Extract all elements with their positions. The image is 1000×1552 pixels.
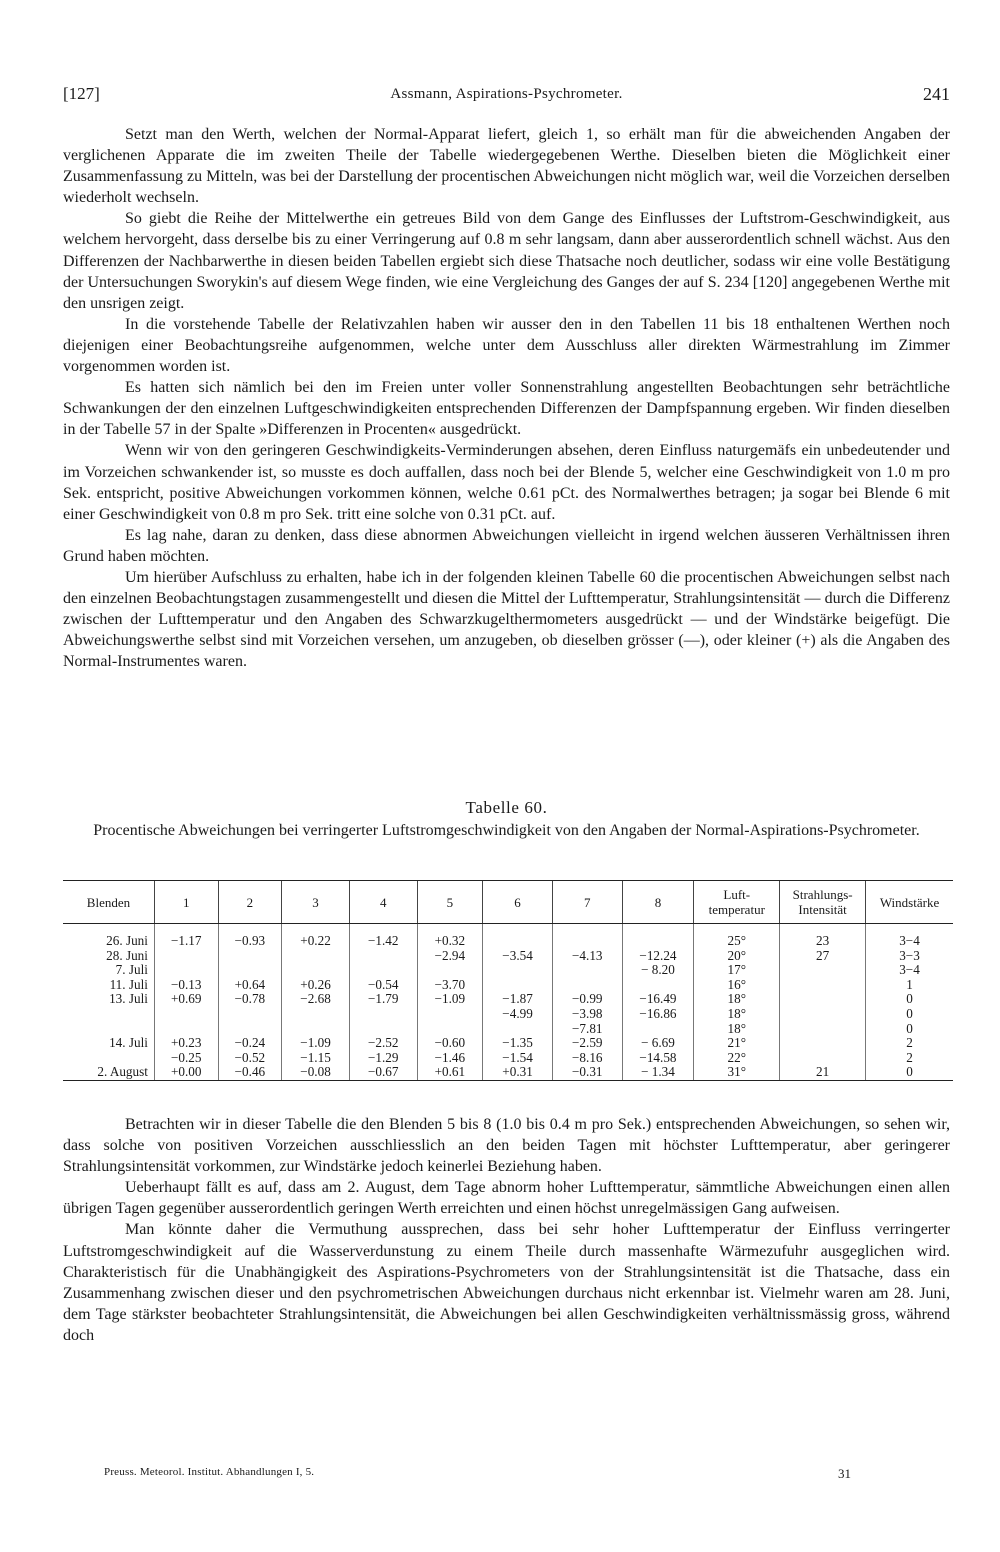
row-date-cell: 13. Juli xyxy=(109,991,148,1007)
table-body xyxy=(63,924,953,1081)
row-date-cell xyxy=(63,1022,154,1037)
data-table xyxy=(63,880,953,1081)
table-cell: −1.54 xyxy=(483,1051,553,1066)
table-cell xyxy=(622,1022,694,1037)
table-row xyxy=(63,1036,953,1051)
table-cell: +0.26 xyxy=(282,978,350,993)
paragraph: So giebt die Reihe der Mittelwerthe ein getreues Bild von dem Gange des Einflusses der Luftstrom-Geschwindigkeit, aus welchem hervorgeht, dass derselbe bis zu einer Verringerung auf 0.8 m sehr langsam, dann aber ausserordentlich schnell wächst. Aus den Differenzen der Nachbarwerthe in diesen beiden Tabellen ergiebt sich diese Thatsache noch deutlicher, sodass wir eine volle Bestätigung der Untersuchungen Sworykin's auf diesem Wege finden, wie eine Vergleichung des Ganges der auf S. 234 [120] angegebenen Werthe mit den unsrigen zeigt. xyxy=(63,210,950,312)
table-cell: +0.31 xyxy=(483,1065,553,1080)
table-cell: −4.13 xyxy=(552,949,622,964)
table-cell: −0.93 xyxy=(218,934,282,949)
table-cell xyxy=(417,963,483,978)
table-cell: 18° xyxy=(694,992,780,1007)
row-date-cell: 26. Juni xyxy=(106,933,148,948)
table-cell: −1.46 xyxy=(417,1051,483,1066)
table-cell xyxy=(622,978,694,993)
table-cell xyxy=(218,1007,282,1022)
table-row xyxy=(63,934,953,949)
table-cell xyxy=(282,949,350,964)
table-cell xyxy=(780,992,866,1007)
column-header: Strahlungs-Intensität xyxy=(780,881,866,924)
row-date-cell: 2. August xyxy=(63,1065,154,1080)
table-cell xyxy=(349,1007,417,1022)
table-cell: 18° xyxy=(694,1007,780,1022)
paragraph: Setzt man den Werth, welchen der Normal-Apparat liefert, gleich 1, so erhält man für die abweichenden Angaben der verglichenen Apparate die im zweiten Theile der Tabelle wiedergegebenen Werthe. Dieselben bieten die Möglichkeit einer Zusammenfassung zu Mitteln, was bei der Darstellung der procentischen Abweichungen nicht möglich war, weil die Vorzeichen derselben wiederholt wechseln. xyxy=(63,126,950,207)
body-text-lower xyxy=(63,1114,950,1346)
table-cell: +0.32 xyxy=(417,934,483,949)
table-cell: 2 xyxy=(866,1036,953,1051)
column-header: Windstärke xyxy=(866,881,953,924)
table-row xyxy=(63,949,953,964)
table-cell xyxy=(780,978,866,993)
page-number: 241 xyxy=(923,84,950,104)
table-cell xyxy=(780,1022,866,1037)
table-row xyxy=(63,992,953,1007)
paragraph: Wenn wir von den geringeren Geschwindigkeits-Verminderungen absehen, deren Einfluss naturgemäfs ein unbedeutender und im Vorzeichen schwankender ist, so musste es doch auffallen, dass noch bei der Blende 5, welcher eine Geschwindigkeit von 1.0 m pro Sek. entspricht, positive Abweichungen vorkommen können, welche 0.61 pCt. des Normalwerthes betragen; ja sogar bei Blende 6 mit einer Geschwindigkeit von 0.8 m pro Sek. tritt eine solche von 0.31 pCt. auf. xyxy=(63,442,950,523)
table-cell: +0.61 xyxy=(417,1065,483,1080)
table-cell: −1.09 xyxy=(282,1036,350,1051)
body-text-upper xyxy=(63,124,950,672)
table-cell xyxy=(483,934,553,949)
table-cell xyxy=(349,963,417,978)
table-cell xyxy=(218,1022,282,1037)
row-date-cell: 28. Juni xyxy=(106,947,148,963)
table-cell: −14.58 xyxy=(622,1051,694,1066)
column-header: 1 xyxy=(154,881,218,924)
paragraph: Es hatten sich nämlich bei den im Freien unter voller Sonnenstrahlung angestellten Beobachtungen sehr beträchtliche Schwankungen der den einzelnen Luftgeschwindigkeiten entsprechenden Differenzen der Dampfspannung ergeben. Wir finden dieselben in der Tabelle 57 in der Spalte »Differenzen in Procenten« ausgedrückt. xyxy=(63,379,950,439)
column-header: 2 xyxy=(218,881,282,924)
table-cell: 23 xyxy=(780,934,866,949)
table-cell: −1.79 xyxy=(349,992,417,1007)
table-cell: −3.98 xyxy=(552,1007,622,1022)
table-cell: −0.60 xyxy=(417,1036,483,1051)
table-cell: − 6.69 xyxy=(622,1036,694,1051)
row-date-cell xyxy=(63,1007,154,1022)
table-cell xyxy=(483,963,553,978)
table-cell: 0 xyxy=(866,1022,953,1037)
table-cell: −4.99 xyxy=(483,1007,553,1022)
table-cell xyxy=(154,1007,218,1022)
table-cell xyxy=(282,1007,350,1022)
footer-publication: Preuss. Meteorol. Institut. Abhandlungen I, 5. xyxy=(104,1466,315,1478)
table-cell: 1 xyxy=(866,978,953,993)
table-row xyxy=(63,963,953,978)
table-row xyxy=(63,1022,953,1037)
table-cell xyxy=(417,1007,483,1022)
row-date-cell: 7. Juli xyxy=(115,962,148,978)
table-cell: 16° xyxy=(694,978,780,993)
table-cell: −1.35 xyxy=(483,1036,553,1051)
row-date-cell xyxy=(63,1051,154,1066)
paragraph: Man könnte daher die Vermuthung aussprechen, dass bei sehr hoher Lufttemperatur der Einfluss verringerter Luftstromgeschwindigkeit auf die Wasserverdunstung zu einem Theile durch massenhafte Wärmezufuhr ausgeglichen wird. Charakteristisch für die Unabhängigkeit des Aspirations-Psychrometers von der Strahlungsintensität ist die Thatsache, dass ein Zusammenhang zwischen dieser und den psychrometrischen Abweichungen durchaus nicht erkennbar ist. Vielmehr waren am 28. Juni, dem Tage stärkster beobachteter Strahlungsintensität, die Abweichungen bei allen Geschwindigkeiten verhältnissmässig gross, während doch xyxy=(63,1221,950,1344)
table-cell: −1.09 xyxy=(417,992,483,1007)
table-cell: −16.86 xyxy=(622,1007,694,1022)
column-header: 4 xyxy=(349,881,417,924)
table-cell: 0 xyxy=(866,1065,953,1080)
table-cell: −0.52 xyxy=(218,1051,282,1066)
table-cell: −16.49 xyxy=(622,992,694,1007)
table-row xyxy=(63,978,953,993)
table-cell xyxy=(349,949,417,964)
table-cell xyxy=(780,1036,866,1051)
table-cell: −2.94 xyxy=(417,949,483,964)
table-cell: 3−3 xyxy=(866,949,953,964)
table-cell: 3−4 xyxy=(866,934,953,949)
table-cell: 17° xyxy=(694,963,780,978)
table-cell xyxy=(349,1022,417,1037)
table-cell xyxy=(552,978,622,993)
table-cell: −0.08 xyxy=(282,1065,350,1080)
table-cell: 21 xyxy=(780,1065,866,1080)
table-cell: −0.31 xyxy=(552,1065,622,1080)
table-cell: 21° xyxy=(694,1036,780,1051)
table-cell: +0.22 xyxy=(282,934,350,949)
table-cell: −0.99 xyxy=(552,992,622,1007)
table-cell xyxy=(780,963,866,978)
running-header xyxy=(63,84,950,112)
column-header: 3 xyxy=(282,881,350,924)
table-cell xyxy=(282,1022,350,1037)
table-cell: − 1.34 xyxy=(622,1065,694,1080)
table-cell: −1.15 xyxy=(282,1051,350,1066)
table-cell: −1.29 xyxy=(349,1051,417,1066)
table-cell: −2.52 xyxy=(349,1036,417,1051)
table-cell xyxy=(282,963,350,978)
table-row xyxy=(63,1007,953,1022)
table-cell xyxy=(218,963,282,978)
table-cell: −0.78 xyxy=(218,992,282,1007)
table-cell: −0.46 xyxy=(218,1065,282,1080)
table-header-row xyxy=(63,881,953,924)
table-cell: 0 xyxy=(866,992,953,1007)
table-cell: −1.87 xyxy=(483,992,553,1007)
paragraph: Betrachten wir in dieser Tabelle die den Blenden 5 bis 8 (1.0 bis 0.4 m pro Sek.) entsprechenden Abweichungen, so sehen wir, dass solche von positiven Vorzeichen ausschliesslich an den beiden Tagen mit höchster Lufttemperatur, aber geringerer Strahlungsintensität vorkommen, zur Windstärke jedoch keinerlei Beziehung haben. xyxy=(63,1116,950,1176)
table-cell: −7.81 xyxy=(552,1022,622,1037)
paragraph: In die vorstehende Tabelle der Relativzahlen haben wir ausser den in den Tabellen 11 bis 18 enthaltenen Werthen noch diejenigen einer Beobachtungsreihe aufgenommen, welche unter dem Ausschluss aller direkten Wärmestrahlung im Zimmer vorgenommen worden ist. xyxy=(63,315,950,376)
table-cell: −12.24 xyxy=(622,949,694,964)
table-cell: 3−4 xyxy=(866,963,953,978)
table-cell: −3.70 xyxy=(417,978,483,993)
table-cell: +0.00 xyxy=(154,1065,218,1080)
footer-signature-mark: 31 xyxy=(838,1466,851,1481)
table-row xyxy=(63,1051,953,1066)
table-cell: −0.54 xyxy=(349,978,417,993)
table-cell xyxy=(154,1022,218,1037)
header-title: Assmann, Aspirations-Psychrometer. xyxy=(390,86,623,102)
paragraph: Ueberhaupt fällt es auf, dass am 2. August, dem Tage abnorm hoher Lufttemperatur, sämmtliche Abweichungen einen allen übrigen Tagen gegenüber ausserordentlich geringen Werth erreichten und einen höchst unregelmässigen Gang aufweisen. xyxy=(63,1179,950,1218)
row-date-cell: 14. Juli xyxy=(109,1035,148,1051)
table-cell: +0.64 xyxy=(218,978,282,993)
table-cell: +0.69 xyxy=(154,992,218,1007)
table-cell xyxy=(417,1022,483,1037)
table-cell xyxy=(622,934,694,949)
column-header: 5 xyxy=(417,881,483,924)
table-cell: 18° xyxy=(694,1022,780,1037)
table-row xyxy=(63,1065,953,1080)
table-cell: 27 xyxy=(780,949,866,964)
table-cell xyxy=(154,949,218,964)
table-cell xyxy=(780,1007,866,1022)
column-header: 7 xyxy=(552,881,622,924)
table-cell: − 8.20 xyxy=(622,963,694,978)
column-header: 8 xyxy=(622,881,694,924)
table-cell: −1.17 xyxy=(154,934,218,949)
table-cell xyxy=(218,949,282,964)
column-header: 6 xyxy=(483,881,553,924)
table-cell: −1.42 xyxy=(349,934,417,949)
table-cell xyxy=(552,963,622,978)
table-title: Tabelle 60. xyxy=(465,798,548,817)
table-cell: 0 xyxy=(866,1007,953,1022)
table-cell: −2.59 xyxy=(552,1036,622,1051)
table-cell: −3.54 xyxy=(483,949,553,964)
table-cell xyxy=(552,934,622,949)
header-section-number: [127] xyxy=(63,84,100,103)
table-cell: 31° xyxy=(694,1065,780,1080)
table-cell: 2 xyxy=(866,1051,953,1066)
table-cell xyxy=(483,978,553,993)
table-cell: −0.67 xyxy=(349,1065,417,1080)
column-header: Blenden xyxy=(63,881,154,924)
row-date-cell: 11. Juli xyxy=(109,976,148,992)
table-cell: −2.68 xyxy=(282,992,350,1007)
table-cell: +0.23 xyxy=(154,1036,218,1051)
table-cell xyxy=(154,963,218,978)
table-cell: −0.24 xyxy=(218,1036,282,1051)
table-cell: 20° xyxy=(694,949,780,964)
table-cell xyxy=(780,1051,866,1066)
table-cell: 22° xyxy=(694,1051,780,1066)
table-cell: −0.13 xyxy=(154,978,218,993)
table-cell: −0.25 xyxy=(154,1051,218,1066)
table-cell: 25° xyxy=(694,934,780,949)
column-header: Luft-temperatur xyxy=(694,881,780,924)
table-cell xyxy=(483,1022,553,1037)
table-cell: −8.16 xyxy=(552,1051,622,1066)
paragraph: Um hierüber Aufschluss zu erhalten, habe ich in der folgenden kleinen Tabelle 60 die procentischen Abweichungen selbst nach den einzelnen Beobachtungstagen zusammengestellt und diesen die Mittel der Lufttemperatur, Strahlungsintensität — durch die Differenz zwischen der Lufttemperatur und den Angaben des Schwarzkugelthermometers ausgedrückt — und der Windstärke beigefügt. Die Abweichungswerthe selbst sind mit Vorzeichen versehen, um anzugeben, ob dieselben grösser (—), oder kleiner (+) als die Angaben des Normal-Instrumentes waren. xyxy=(63,568,950,671)
paragraph: Es lag nahe, daran zu denken, dass diese abnormen Abweichungen vielleicht in irgend welchen äusseren Verhältnissen ihren Grund haben möchten. xyxy=(63,526,950,565)
table-subtitle: Procentische Abweichungen bei verringerter Luftstromgeschwindigkeit von den Angaben der Normal-Aspirations-Psychrometer. xyxy=(93,822,920,839)
